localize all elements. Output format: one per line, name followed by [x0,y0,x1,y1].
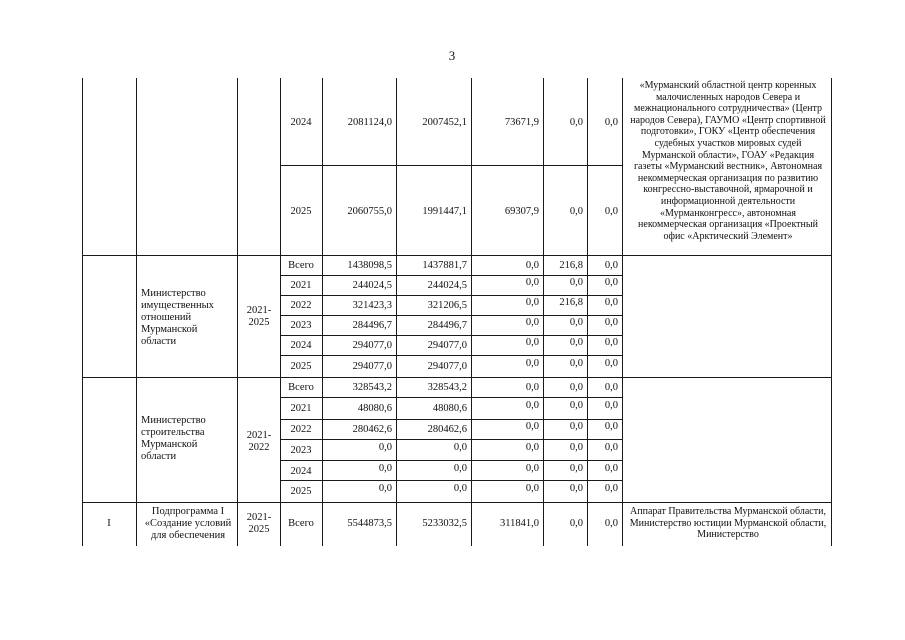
executors-text: Аппарат Правительства Мурманской области, Министерство юстиции Мурманской области, Министерство [629,506,827,541]
federal-budget-cell: 0,0 [525,421,539,432]
total-cell: 5544873,5 [347,518,392,529]
column-border [136,78,137,546]
other-sources-cell: 0,0 [604,518,618,529]
federal-budget-cell: 0,0 [525,442,539,453]
row-border [280,439,623,440]
local-budget-cell: 0,0 [569,277,583,288]
year-cell: 2021 [290,280,312,291]
period-cell: 2021-2025 [246,305,272,328]
regional-budget-cell: 294077,0 [427,361,467,372]
row-number: I [107,518,111,529]
local-budget-cell: 0,0 [569,358,583,369]
row-border [280,315,623,316]
regional-budget-cell: 0,0 [453,463,467,474]
other-sources-cell: 0,0 [604,317,618,328]
regional-budget-cell: 1991447,1 [422,206,467,217]
federal-budget-cell: 0,0 [525,297,539,308]
column-border [471,78,472,546]
regional-budget-cell: 0,0 [453,483,467,494]
regional-budget-cell: 48080,6 [432,403,467,414]
subprogram-name: Подпрограмма I «Создание условий для обеспечения [144,506,232,541]
other-sources-cell: 0,0 [604,206,618,217]
row-border [280,355,623,356]
total-cell: 294077,0 [352,340,392,351]
federal-budget-cell: 69307,9 [504,206,539,217]
local-budget-cell: 0,0 [569,483,583,494]
column-border [622,78,623,546]
row-border [280,295,623,296]
regional-budget-cell: 328543,2 [427,382,467,393]
other-sources-cell: 0,0 [604,358,618,369]
regional-budget-cell: 0,0 [453,442,467,453]
other-sources-cell: 0,0 [604,277,618,288]
total-cell: 321423,3 [352,300,392,311]
column-border [396,78,397,546]
row-border [280,335,623,336]
regional-budget-cell: 284496,7 [427,320,467,331]
row-border [280,397,623,398]
federal-budget-cell: 0,0 [525,358,539,369]
row-border [280,419,623,420]
year-cell: 2024 [290,117,312,128]
regional-budget-cell: 1437881,7 [422,260,467,271]
local-budget-cell: 0,0 [569,317,583,328]
total-cell: 294077,0 [352,361,392,372]
other-sources-cell: 0,0 [604,382,618,393]
local-budget-cell: 0,0 [569,382,583,393]
local-budget-cell: 0,0 [569,442,583,453]
total-cell: 2081124,0 [347,117,392,128]
other-sources-cell: 0,0 [604,400,618,411]
column-border [831,78,832,546]
year-cell: 2025 [290,486,312,497]
regional-budget-cell: 244024,5 [427,280,467,291]
year-cell: 2024 [290,466,312,477]
federal-budget-cell: 311841,0 [500,518,539,529]
column-border [587,78,588,546]
federal-budget-cell: 0,0 [525,317,539,328]
other-sources-cell: 0,0 [604,442,618,453]
total-cell: 0,0 [378,442,392,453]
year-cell: Всего [288,518,314,529]
total-cell: 48080,6 [357,403,392,414]
year-cell: 2022 [290,424,312,435]
local-budget-cell: 0,0 [569,400,583,411]
year-cell: 2025 [290,361,312,372]
year-cell: 2022 [290,300,312,311]
total-cell: 328543,2 [352,382,392,393]
column-border [322,78,323,546]
federal-budget-cell: 0,0 [525,337,539,348]
row-border [82,502,832,503]
row-border [82,255,832,256]
total-cell: 244024,5 [352,280,392,291]
year-cell: Всего [288,382,314,393]
federal-budget-cell: 73671,9 [504,117,539,128]
year-cell: Всего [288,260,314,271]
other-sources-cell: 0,0 [604,117,618,128]
total-cell: 0,0 [378,463,392,474]
total-cell: 284496,7 [352,320,392,331]
regional-budget-cell: 280462,6 [427,424,467,435]
local-budget-cell: 0,0 [569,206,583,217]
other-sources-cell: 0,0 [604,337,618,348]
page-number: 3 [448,48,456,63]
federal-budget-cell: 0,0 [525,463,539,474]
local-budget-cell: 216,8 [559,260,583,271]
period-cell: 2021-2022 [246,430,272,453]
column-border [82,78,83,546]
year-cell: 2025 [290,206,312,217]
local-budget-cell: 0,0 [569,421,583,432]
other-sources-cell: 0,0 [604,463,618,474]
regional-budget-cell: 294077,0 [427,340,467,351]
year-cell: 2023 [290,320,312,331]
executors-text: «Мурманский областной центр коренных малочисленных народов Севера и межнационального сотрудничества» (Центр народов Севера), ГАУМО «Центр спортивной подготовки», ГОКУ «Центр обеспечения судебных участков мировых судей Мурманской области», ГОАУ «Редакция газеты «Мурманский вестник», Автономная некоммерческая организация по развитию конгрессно-выставочной, ярмарочной и информационной деятельности «Мурманконгресс», автономная некоммерческая организация «Проектный офис «Арктический Элемент» [630,80,826,242]
row-border [280,460,623,461]
other-sources-cell: 0,0 [604,483,618,494]
total-cell: 280462,6 [352,424,392,435]
local-budget-cell: 216,8 [559,297,583,308]
row-border [280,480,623,481]
regional-budget-cell: 321206,5 [427,300,467,311]
total-cell: 1438098,5 [347,260,392,271]
local-budget-cell: 0,0 [569,117,583,128]
year-cell: 2023 [290,445,312,456]
ministry-name: Министерство имущественных отношений Мурманской области [141,288,214,347]
total-cell: 2060755,0 [347,206,392,217]
other-sources-cell: 0,0 [604,260,618,271]
row-border [280,275,623,276]
year-cell: 2024 [290,340,312,351]
federal-budget-cell: 0,0 [525,277,539,288]
row-border [82,377,832,378]
regional-budget-cell: 5233032,5 [422,518,467,529]
regional-budget-cell: 2007452,1 [422,117,467,128]
ministry-name: Министерство строительства Мурманской области [141,415,206,462]
local-budget-cell: 0,0 [569,337,583,348]
column-border [543,78,544,546]
funding-table [82,78,832,546]
period-cell: 2021-2025 [246,512,272,535]
year-cell: 2021 [290,403,312,414]
local-budget-cell: 0,0 [569,518,583,529]
federal-budget-cell: 0,0 [525,382,539,393]
row-border [280,165,623,166]
federal-budget-cell: 0,0 [525,400,539,411]
total-cell: 0,0 [378,483,392,494]
local-budget-cell: 0,0 [569,463,583,474]
other-sources-cell: 0,0 [604,297,618,308]
other-sources-cell: 0,0 [604,421,618,432]
federal-budget-cell: 0,0 [525,483,539,494]
federal-budget-cell: 0,0 [525,260,539,271]
